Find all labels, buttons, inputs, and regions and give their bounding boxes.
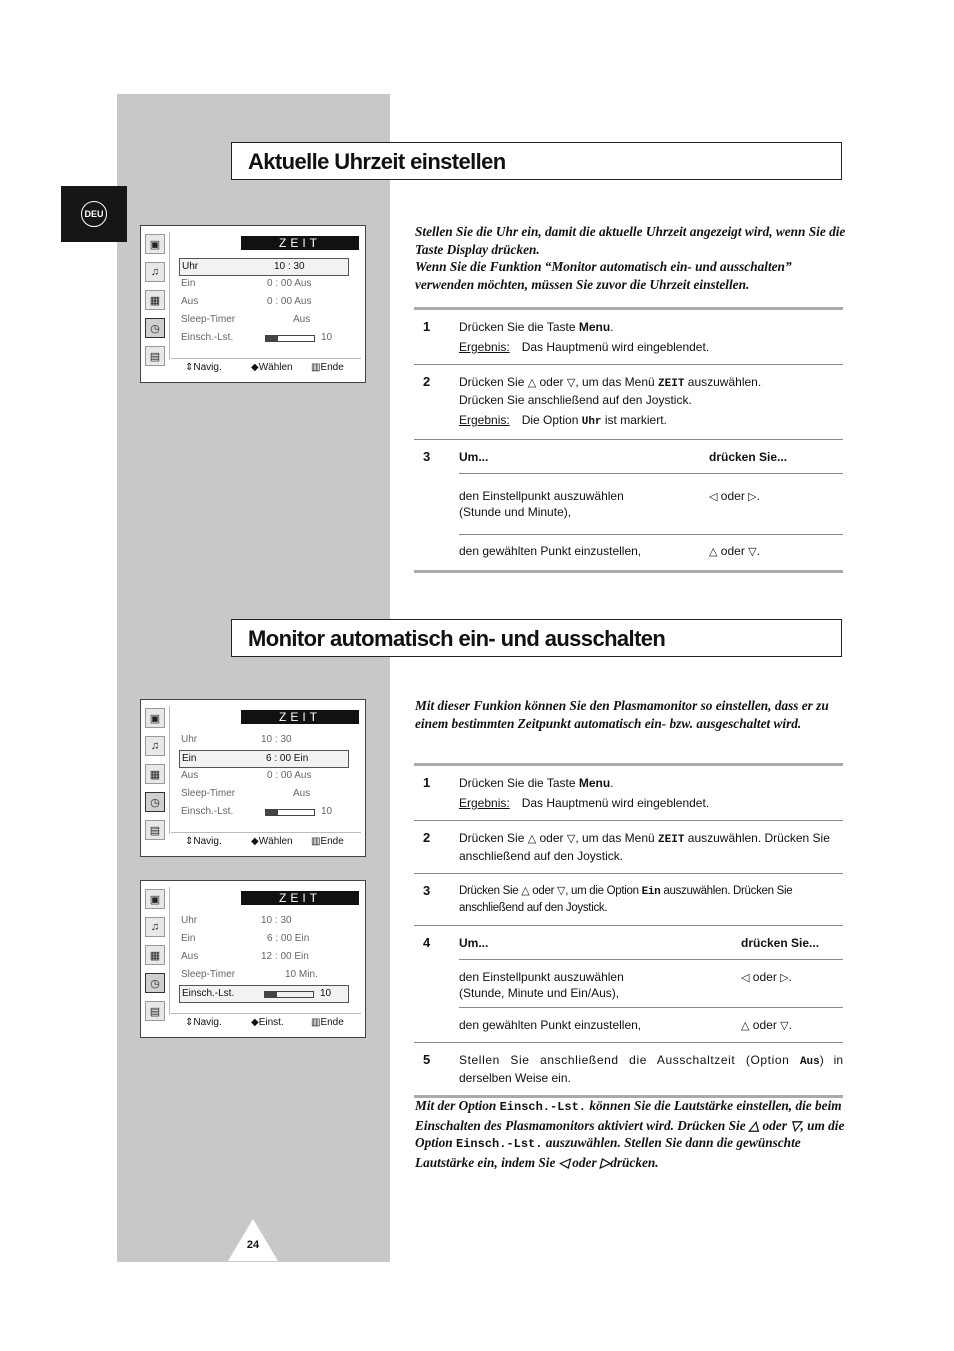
sound-icon: ♫ (145, 736, 165, 756)
setup-icon: ▦ (145, 290, 165, 310)
osd-foot-select: ◆Wählen (251, 836, 293, 847)
osd-icon-column (145, 234, 167, 374)
osd-row-sleep: Sleep-Timer Aus (181, 314, 311, 325)
section2-steps (414, 763, 843, 1098)
input-icon: ▤ (145, 1001, 165, 1021)
osd-row-aus: Aus 0 : 00 Aus (181, 296, 312, 307)
osd-header: ZEIT (241, 891, 359, 905)
s2-step-4: 4 Um... drücken Sie... den Einstellpunkt auszuwählen (Stunde, Minute und Ein/Aus), ◁ oder ▷. den gewählten Punkt einzustellen, △ oder ▽. (414, 925, 843, 1042)
osd-row-ein: Ein 6 : 00 Ein (181, 933, 310, 944)
picture-icon: ▣ (145, 234, 165, 254)
picture-icon: ▣ (145, 889, 165, 909)
osd-foot-end: ▥Ende (311, 362, 344, 373)
osd-row-volume: Einsch.-Lst. 10 (181, 806, 333, 817)
s1-step-3: 3 Um... drücken Sie... den Einstellpunkt auszuwählen (Stunde und Minute), ◁ oder ▷. den gewählten Punkt einzustellen, △ oder ▽. (414, 439, 843, 570)
osd-row-uhr: Uhr 10 : 30 (179, 258, 349, 276)
osd-row-aus: Aus 12 : 00 Ein (181, 951, 309, 962)
osd-foot-nav: ⇕Navig. (185, 1017, 222, 1028)
section1-steps (414, 307, 843, 573)
setup-icon: ▦ (145, 945, 165, 965)
clock-icon: ◷ (145, 792, 165, 812)
osd-header: ZEIT (241, 710, 359, 724)
osd-foot-select: ◆Wählen (251, 362, 293, 373)
language-tab (61, 186, 127, 242)
section2-note: Mit der Option Einsch.-Lst. können Sie die Lautstärke einstellen, die beim Einschalten des Plasmamonitors aktiviert wird. Drücken Sie △ oder ▽, um die Option Einsch.-Lst. auszuwählen. Stellen Sie dann die gewünschte Lautstärke ein, indem Sie ◁ oder ▷drücken. (415, 1098, 845, 1170)
osd-foot-end: ▥Ende (311, 836, 344, 847)
osd-row-uhr: Uhr 10 : 30 (181, 734, 292, 745)
osd-foot-select: ◆Einst. (251, 1017, 284, 1028)
setup-icon: ▦ (145, 764, 165, 784)
section1-title: Aktuelle Uhrzeit einstellen (231, 142, 842, 180)
osd-foot-end: ▥Ende (311, 1017, 344, 1028)
section2-title: Monitor automatisch ein- und ausschalten (231, 619, 842, 657)
s2-step-3: 3 Drücken Sie △ oder ▽, um die Option Ein auszuwählen. Drücken Sie anschließend auf den Joystick. (414, 873, 843, 925)
input-icon: ▤ (145, 346, 165, 366)
osd-header: ZEIT (241, 236, 359, 250)
s1-step-2: 2 Drücken Sie △ oder ▽, um das Menü ZEIT auszuwählen. Drücken Sie anschließend auf den Joystick. Ergebnis: Die Option Uhr ist markiert. (414, 364, 843, 439)
section2-intro: Mit dieser Funkion können Sie den Plasmamonitor so einstellen, dass er zu einem bestimmten Zeitpunkt automatisch ein- bzw. ausgeschaltet wird. (415, 698, 829, 731)
osd-row-volume: Einsch.-Lst. 10 (179, 985, 349, 1003)
osd-zeit-menu-1 (140, 225, 366, 383)
clock-icon: ◷ (145, 318, 165, 338)
osd-row-sleep: Sleep-Timer Aus (181, 788, 311, 799)
sound-icon: ♫ (145, 262, 165, 282)
s2-step-1: 1 Drücken Sie die Taste Menu. Ergebnis: Das Hauptmenü wird eingeblendet. (423, 775, 710, 810)
osd-foot-nav: ⇕Navig. (185, 836, 222, 847)
osd-row-ein: Ein 0 : 00 Aus (181, 278, 312, 289)
clock-icon: ◷ (145, 973, 165, 993)
input-icon: ▤ (145, 820, 165, 840)
s2-step-5: 5 Stellen Sie anschließend die Ausschaltzeit (Option Aus) in derselben Weise ein. (414, 1042, 843, 1095)
s1-step-1: 1 Drücken Sie die Taste Menu. Ergebnis: Das Hauptmenü wird eingeblendet. (423, 319, 710, 354)
osd-zeit-menu-3 (140, 880, 366, 1038)
s2-step-2: 2 Drücken Sie △ oder ▽, um das Menü ZEIT auszuwählen. Drücken Sie anschließend auf den Joystick. (414, 820, 843, 873)
picture-icon: ▣ (145, 708, 165, 728)
osd-row-volume: Einsch.-Lst. 10 (181, 332, 333, 343)
osd-row-uhr: Uhr 10 : 30 (181, 915, 292, 926)
osd-zeit-menu-2 (140, 699, 366, 857)
osd-row-ein: Ein 6 : 00 Ein (179, 750, 349, 768)
osd-row-aus: Aus 0 : 00 Aus (181, 770, 312, 781)
page-number: 24 (246, 1239, 260, 1251)
language-badge: DEU (81, 201, 107, 227)
sound-icon: ♫ (145, 917, 165, 937)
osd-foot-nav: ⇕Navig. (185, 362, 222, 373)
section1-intro: Stellen Sie die Uhr ein, damit die aktuelle Uhrzeit angezeigt wird, wenn Sie die Taste Display drücken. Wenn Sie die Funktion “Monitor automatisch ein- und ausschalten” verwenden möchten, müssen Sie zuvor die Uhrzeit einstellen. (415, 224, 846, 292)
osd-row-sleep: Sleep-Timer 10 Min. (181, 969, 318, 980)
